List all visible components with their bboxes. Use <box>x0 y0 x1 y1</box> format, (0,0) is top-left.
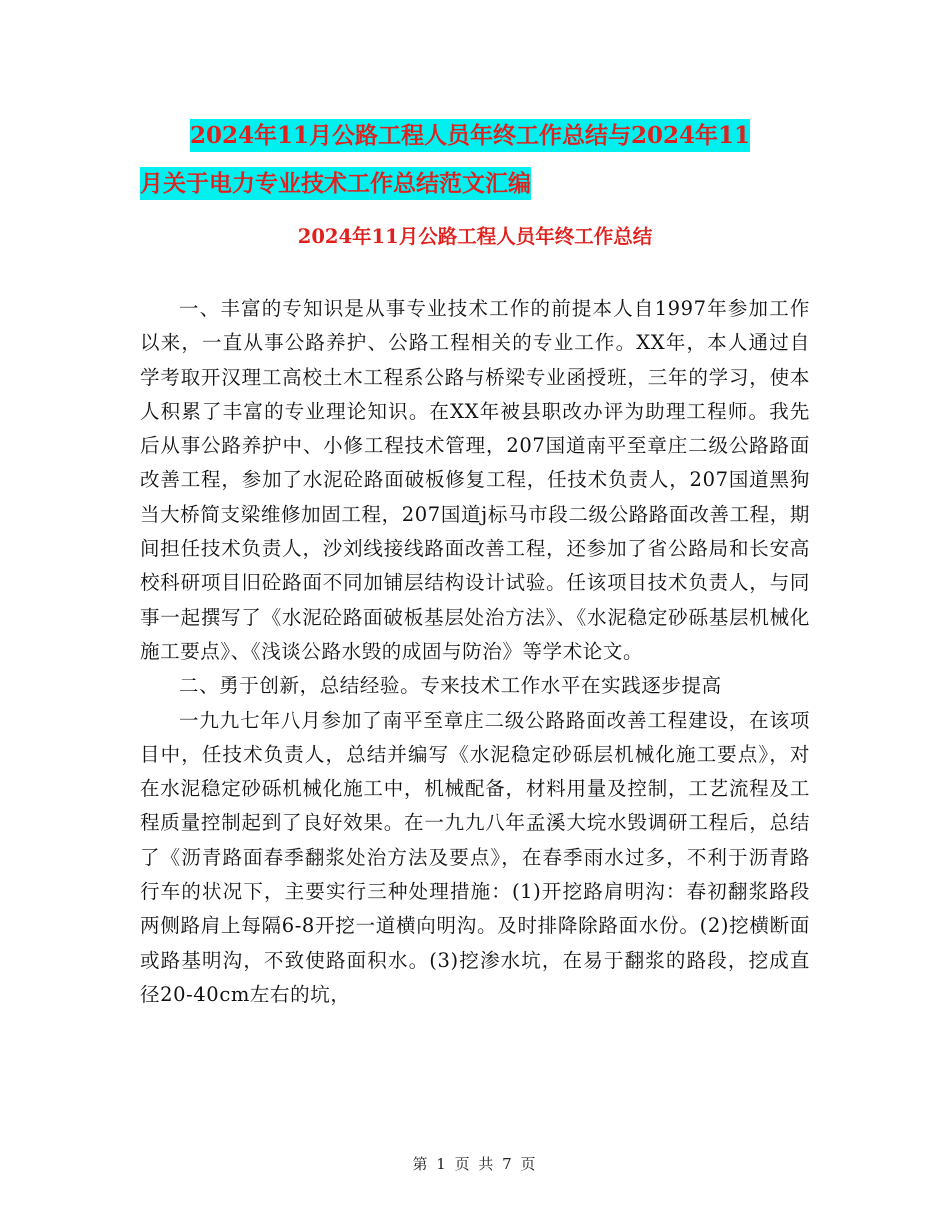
document-body <box>140 292 810 1012</box>
body-paragraph-3: 一九九七年八月参加了南平至章庄二级公路路面改善工程建设，在该项目中，任技术负责人，总结并编写《水泥稳定砂砾层机械化施工要点》，对在水泥稳定砂砾机械化施工中，机械配备，材料用量及控制，工艺流程及工程质量控制起到了良好效果。在一九九八年孟溪大垸水毁调研工程后，总结了《沥青路面春季翻浆处治方法及要点》，在春季雨水过多，不利于沥青路行车的状况下，主要实行三种处理措施：(1)开挖路肩明沟：春初翻浆路段两侧路肩上每隔6-8开挖一道横向明沟。及时排降除路面水份。(2)挖横断面或路基明沟，不致使路面积水。(3)挖渗水坑，在易于翻浆的路段，挖成直径20-40cm左右的坑， <box>140 708 810 1006</box>
page-number-footer: 第 1 页 共 7 页 <box>412 1155 538 1173</box>
body-paragraph-2: 二、勇于创新，总结经验。专来技术工作水平在实践逐步提高 <box>179 674 722 698</box>
section-title: 2024年11月公路工程人员年终工作总结 <box>297 225 653 248</box>
document-title-line-1: 2024年11月公路工程人员年终工作总结与2024年11 <box>190 119 750 152</box>
document-title-line-2: 月关于电力专业技术工作总结范文汇编 <box>140 167 531 200</box>
body-paragraph-1: 一、丰富的专知识是从事专业技术工作的前提本人自1997年参加工作以来，一直从事公路养护、公路工程相关的专业工作。XX年，本人通过自学考取开汉理工高校土木工程系公路与桥梁专业函授班，三年的学习，使本人积累了丰富的专业理论知识。在XX年被县职改办评为助理工程师。我先后从事公路养护中、小修工程技术管理，207国道南平至章庄二级公路路面改善工程，参加了水泥砼路面破板修复工程，任技术负责人，207国道黑狗当大桥简支梁维修加固工程，207国道j标马市段二级公路路面改善工程，期间担任技术负责人，沙刘线接线路面改善工程，还参加了省公路局和长安高校科研项目旧砼路面不同加铺层结构设计试验。任该项目技术负责人，与同事一起撰写了《水泥砼路面破板基层处治方法》、《水泥稳定砂砾基层机械化施工要点》、《浅谈公路水毁的成固与防治》等学术论文。 <box>140 297 810 663</box>
document-title <box>140 112 810 208</box>
